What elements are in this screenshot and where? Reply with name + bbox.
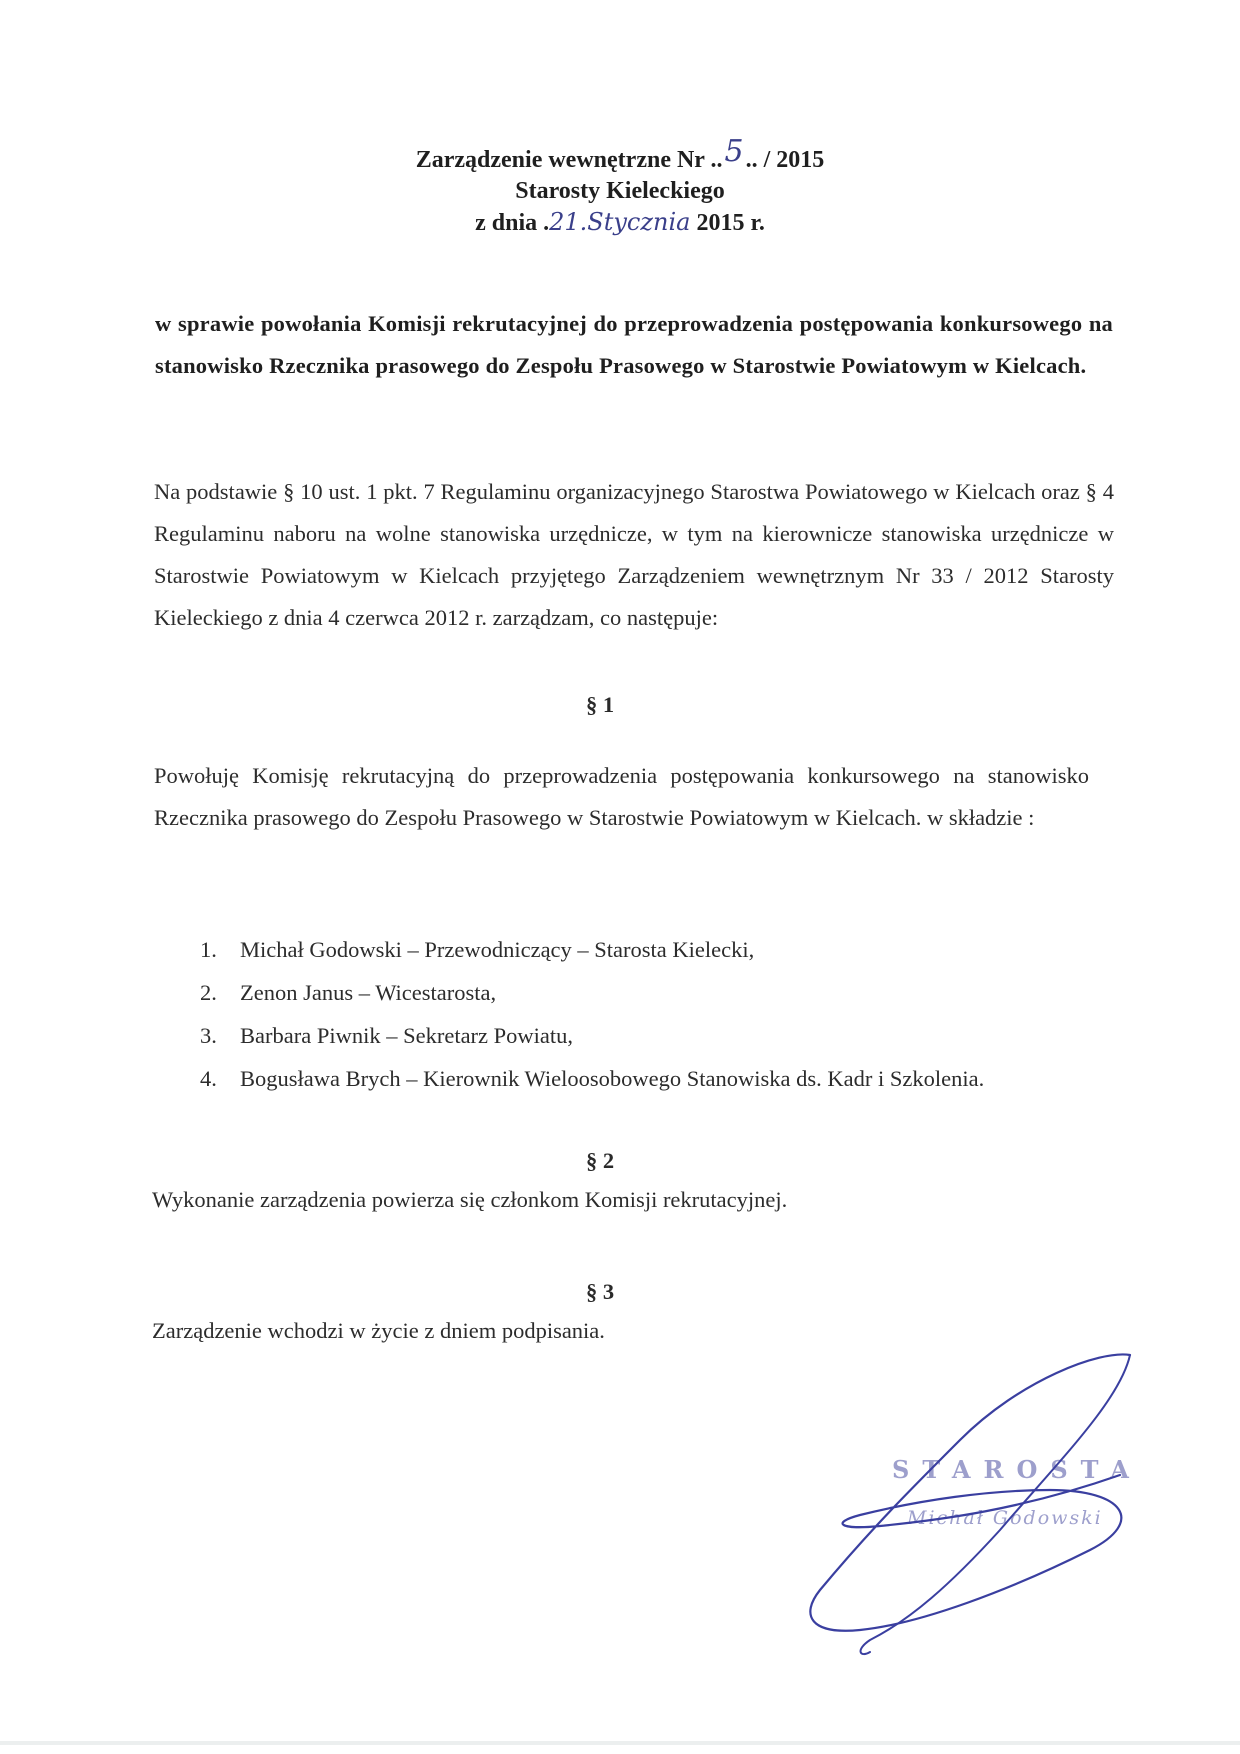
list-item-text: Michał Godowski – Przewodniczący – Starosta Kielecki, — [240, 937, 755, 962]
list-item — [200, 928, 1000, 971]
list-item-text: Bogusława Brych – Kierownik Wieloosobowego Stanowiska ds. Kadr i Szkolenia. — [240, 1066, 985, 1091]
section-3-heading: § 3 — [585, 1279, 615, 1304]
header-title-suffix: .. / 2015 — [745, 147, 825, 173]
stamp-title: STAROSTA — [892, 1455, 1142, 1484]
handwritten-number: 5 — [724, 134, 744, 169]
section-2-text: Wykonanie zarządzenia powierza się członkom Komisji rekrutacyjnej. — [152, 1187, 788, 1212]
section-1-text: Powołuję Komisję rekrutacyjną do przeprowadzenia postępowania konkursowego na stanowisko Rzecznika prasowego do Zespołu Prasowego w Starostwie Powiatowym w Kielcach. w składzie : — [154, 763, 1089, 830]
document-subject: w sprawie powołania Komisji rekrutacyjnej do przeprowadzenia postępowania konkursowego na stanowisko Rzecznika prasowego do Zespołu Prasowego w Starostwie Powiatowym w Kielcach. — [155, 311, 1113, 378]
list-item — [200, 1057, 1000, 1100]
document-header — [0, 134, 1240, 239]
list-item-number: 1. — [200, 937, 217, 962]
header-title-line — [0, 134, 1240, 176]
section-3-text: Zarządzenie wchodzi w życie z dniem podpisania. — [152, 1318, 605, 1343]
section-2-heading: § 2 — [585, 1148, 615, 1173]
list-item-number: 3. — [200, 1023, 217, 1048]
list-item-text: Zenon Janus – Wicestarosta, — [240, 980, 497, 1005]
stamp-name: Michał Godowski — [907, 1507, 1103, 1529]
legal-basis-paragraph: Na podstawie § 10 ust. 1 pkt. 7 Regulaminu organizacyjnego Starostwa Powiatowego w Kielcach oraz § 4 Regulaminu naboru na wolne stanowiska urzędnicze, w tym na kierownicze stanowiska urzędnicze w Starostwie Powiatowym w Kielcach przyjętego Zarządzeniem wewnętrznym Nr 33 / 2012 Starosty Kieleckiego z dnia 4 czerwca 2012 r. zarządzam, co następuje: — [154, 479, 1114, 630]
list-item — [200, 1014, 1000, 1057]
section-1-heading: § 1 — [585, 692, 615, 717]
header-issuer: Starosty Kieleckiego — [515, 178, 725, 204]
list-item-number: 4. — [200, 1066, 217, 1091]
header-title-prefix: Zarządzenie wewnętrzne Nr .. — [415, 147, 723, 173]
scan-edge — [0, 1741, 1240, 1745]
header-date-prefix: z dnia . — [475, 210, 550, 236]
committee-members-list — [200, 928, 1000, 1100]
handwritten-date: 21.Stycznia — [549, 208, 691, 236]
handwritten-signature — [800, 1340, 1160, 1660]
list-item-text: Barbara Piwnik – Sekretarz Powiatu, — [240, 1023, 574, 1048]
list-item-number: 2. — [200, 980, 217, 1005]
header-date-suffix: 2015 r. — [690, 210, 765, 236]
header-date-line — [0, 207, 1240, 239]
list-item — [200, 971, 1000, 1014]
